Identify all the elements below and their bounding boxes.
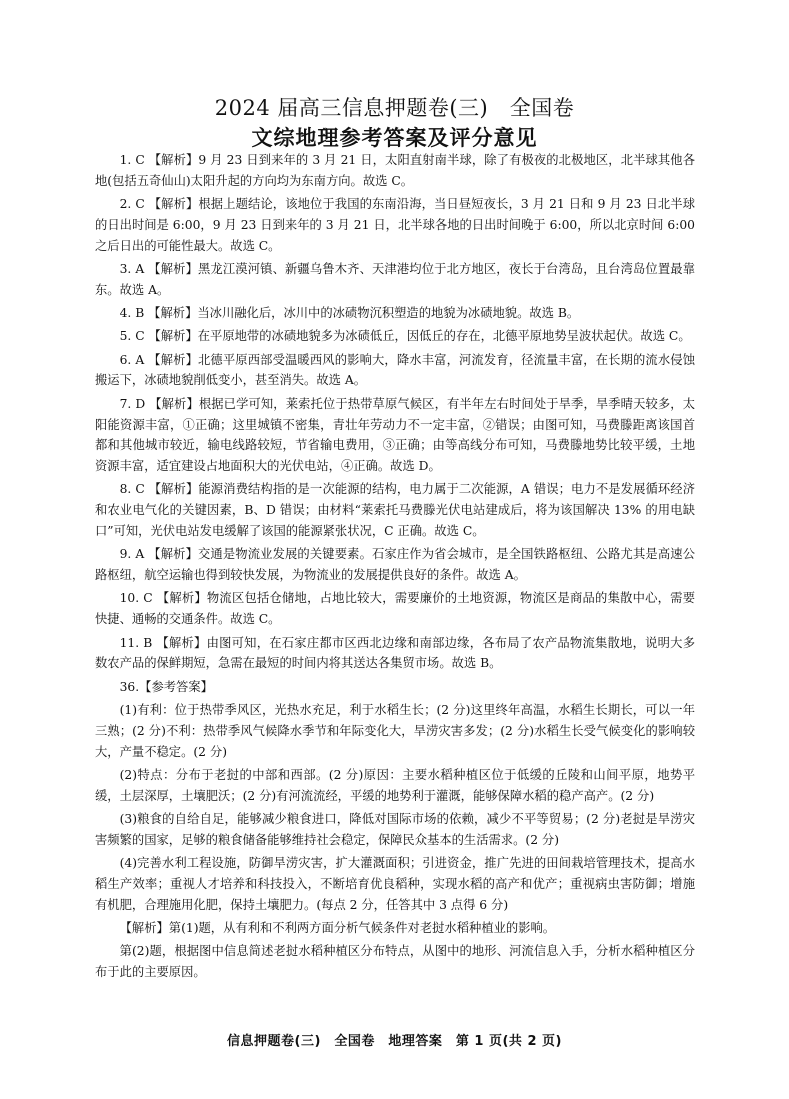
answer-11: 11. B 【解析】由图可知，在石家庄都市区西北边缘和南部边缘，各布局了农产品物流集散地，说明大多数农产品的保鲜期短，急需在最短的时间内将其送达各集贸市场。故选 B。 [95,635,695,671]
document-subtitle: 文综地理参考答案及评分意见 [251,126,538,150]
answer-1: 1. C 【解析】9 月 23 日到来年的 3 月 21 日，太阳直射南半球，除了有极夜的北极地区，北半球其他各地(包括五奇仙山)太阳升起的方向均为东南方向。故选 C。 [95,153,695,188]
answer-body [95,150,695,985]
answer-36-part-1: (1)有利：位于热带季风区，光热水充足，利于水稻生长；(2 分)这里终年高温，水稻生长期长，可以一年三熟；(2 分)不利：热带季风气候降水季节和年际变化大，旱涝灾害多发；(2 分)水稻生长受气候变化的影响较大，产量不稳定。(2 分) [95,702,695,759]
page-footer: 信息押题卷(三) 全国卷 地理答案 第 1 页(共 2 页) [227,1034,562,1049]
answer-36-part-3: (3)粮食的自给自足，能够减少粮食进口，降低对国际市场的依赖，减少不平等贸易；(2 分)老挝是旱涝灾害频繁的国家，足够的粮食储备能够维持社会稳定，保障民众基本的生活需求。(2 分) [95,811,695,847]
answer-2: 2. C 【解析】根据上题结论，该地位于我国的东南沿海，当日昼短夜长，3 月 21 日和 9 月 23 日北半球的日出时间是 6:00，9 月 23 日到来年的 3 月 21 日，北半球各地的日出时间晚于 6:00，所以北京时间 6:00 之后日出的可能性最大。故选 C。 [95,197,695,253]
answer-36-part-4: (4)完善水利工程设施，防御旱涝灾害，扩大灌溉面积；引进资金，推广先进的田间栽培管理技术，提高水稻生产效率；重视人才培养和科技投入，不断培育优良稻种，实现水稻的高产和优产；重视病虫害防御；增施有机肥，合理施用化肥，保持土壤肥力。(每点 2 分，任答其中 3 点得 6 分) [95,856,695,912]
answer-7: 7. D 【解析】根据已学可知，莱索托位于热带草原气候区，有半年左右时间处于旱季，旱季晴天较多，太阳能资源丰富，①正确；这里城镇不密集，青壮年劳动力不一定丰富，②错误；由图可知，马费滕距离该国首都和其他城市较近，输电线路较短，节省输电费用，③正确；由等高线分布可知，马费滕地势比较平缓，土地资源丰富，适宜建设占地面积大的光伏电站，④正确。故选 D。 [95,396,695,474]
answer-5: 5. C 【解析】在平原地带的冰碛地貌多为冰碛低丘，因低丘的存在，北德平原地势呈波状起伏。故选 C。 [119,329,691,344]
answer-9: 9. A 【解析】交通是物流业发展的关键要素。石家庄作为省会城市，是全国铁路枢纽、公路尤其是高速公路枢纽，航空运输也得到较快发展，为物流业的发展提供良好的条件。故选 A。 [95,547,695,583]
answer-6: 6. A 【解析】北德平原西部受温暖西风的影响大，降水丰富，河流发育，径流量丰富，在长期的流水侵蚀搬运下，冰碛地貌削低变小，甚至消失。故选 A。 [95,352,695,388]
analysis-part-1: 【解析】第(1)题，从有利和不利两方面分析气候条件对老挝水稻种植业的影响。 [119,920,556,935]
answer-8: 8. C 【解析】能源消费结构指的是一次能源的结构，电力属于二次能源，A 错误；电力不是发展循环经济和农业电气化的关键因素，B、D 错误；由材料“莱索托马费滕光伏电站建成后，将为该国解决 13% 的用电缺口”可知，光伏电站发电缓解了该国的能源紧张状况，C 正确。故选 C。 [95,482,695,539]
analysis-part-2: 第(2)题，根据图中信息简述老挝水稻种植区分布特点，从图中的地形、河流信息入手，分析水稻种植区分布于此的主要原因。 [95,944,695,979]
answer-4: 4. B 【解析】当冰川融化后，冰川中的冰碛物沉积塑造的地貌为冰碛地貌。故选 B。 [119,306,580,321]
answer-3: 3. A 【解析】黑龙江漠河镇、新疆乌鲁木齐、天津港均位于北方地区，夜长于台湾岛，且台湾岛位置最靠东。故选 A。 [95,261,695,297]
answer-36-heading: 36.【参考答案】 [119,679,213,694]
answer-10: 10. C 【解析】物流区包括仓储地，占地比较大，需要廉价的土地资源，物流区是商品的集散中心，需要快捷、通畅的交通条件。故选 C。 [95,591,695,627]
document-title: 2024 届高三信息押题卷(三) 全国卷 [214,96,575,120]
answer-36-part-2: (2)特点：分布于老挝的中部和西部。(2 分)原因：主要水稻种植区位于低缓的丘陵和山间平原，地势平缓，土层深厚，土壤肥沃；(2 分)有河流流经，平缓的地势利于灌溉，能够保障水稻的稳产高产。(2 分) [95,767,695,803]
